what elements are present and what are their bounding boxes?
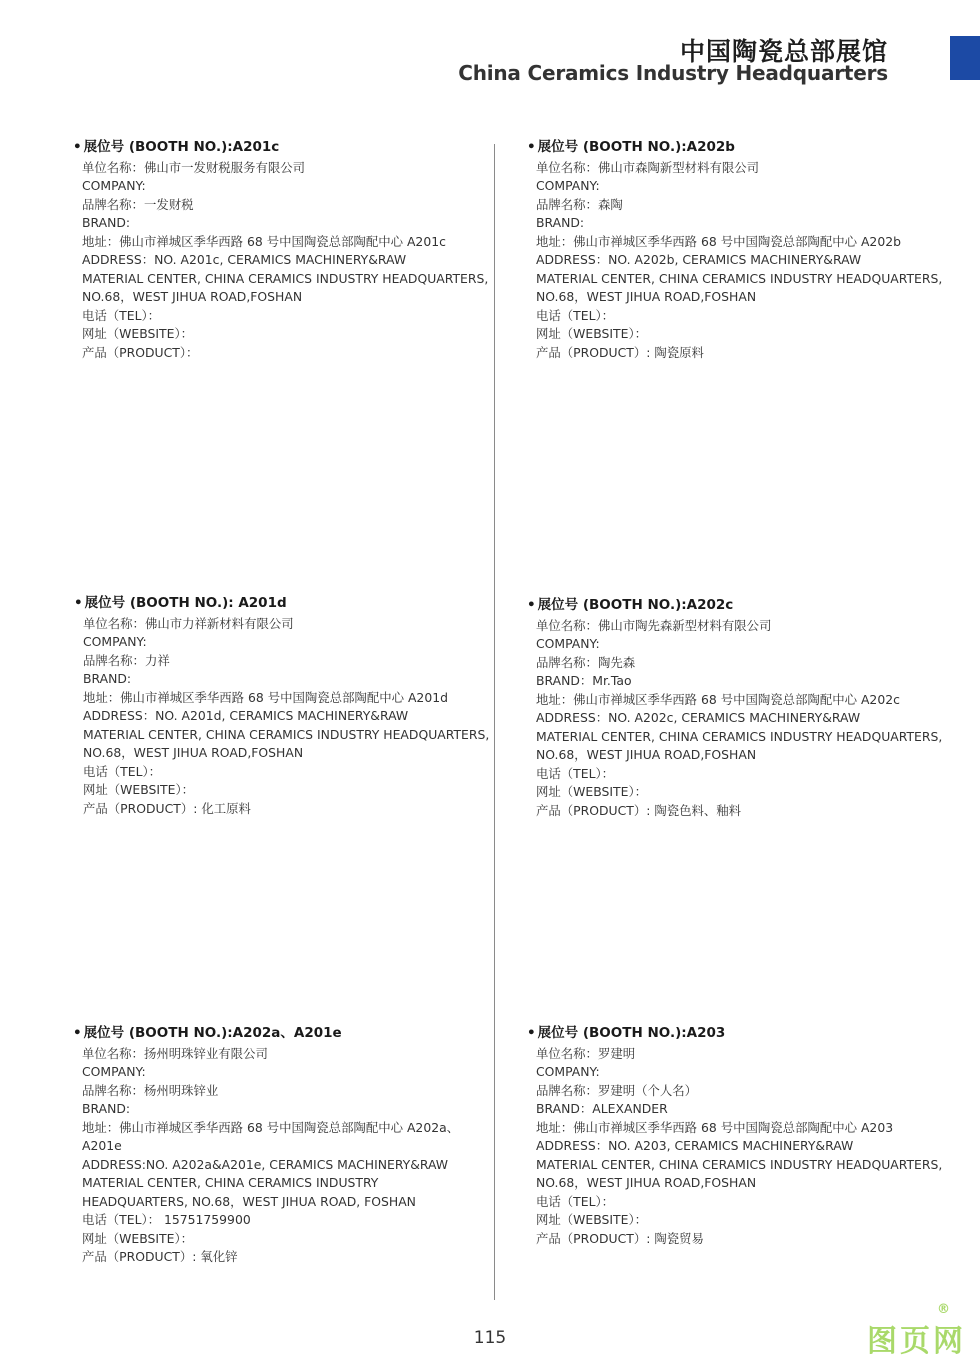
exhibitor-entry (73, 138, 489, 362)
brand-en: BRAND: (83, 671, 132, 686)
address-en-line: NO.68，WEST JIHUA ROAD,FOSHAN (536, 747, 757, 762)
section-title-en: China Ceramics Industry Headquarters (458, 61, 888, 85)
page-number: 115 (473, 1328, 507, 1348)
website: 网址（WEBSITE）： (536, 326, 648, 341)
company-cn: 单位名称：扬州明珠锌业有限公司 (82, 1045, 268, 1061)
company-cn: 单位名称：罗建明 (536, 1045, 636, 1061)
product: 产品（PRODUCT）: 化工原料 (83, 800, 251, 816)
section-tab-marker (950, 36, 980, 80)
company-cn: 单位名称：佛山市陶先森新型材料有限公司 (536, 617, 772, 633)
tel: 电话（TEL）： (536, 765, 615, 781)
website: 网址（WEBSITE）： (536, 1212, 648, 1227)
brand-cn: 品牌名称：罗建明（个人名） (536, 1082, 698, 1098)
bullet-icon: • (527, 597, 536, 613)
brand-en: BRAND：Mr.Tao (536, 673, 632, 688)
address-en-line: ADDRESS：NO. A201d, CERAMICS MACHINERY&RAW (83, 708, 409, 723)
product: 产品（PRODUCT）: 陶瓷色料、釉料 (536, 802, 742, 818)
address-cn-cont: A201e (82, 1138, 122, 1153)
company-cn: 单位名称：佛山市力祥新材料有限公司 (83, 615, 294, 631)
address-cn: 地址：佛山市禅城区季华西路 68 号中国陶瓷总部陶配中心 A203 (536, 1119, 894, 1135)
address-en-line: MATERIAL CENTER, CHINA CERAMICS INDUSTRY (82, 1175, 379, 1190)
bullet-icon: • (73, 1025, 82, 1041)
company-cn: 单位名称：佛山市森陶新型材料有限公司 (536, 159, 760, 175)
exhibitor-entry (527, 1024, 943, 1248)
address-en-line: HEADQUARTERS, NO.68，WEST JIHUA ROAD, FOSHAN (82, 1193, 416, 1209)
tel: 电话（TEL）： (536, 307, 615, 323)
brand-en: BRAND: (82, 1101, 131, 1116)
address-en-line: ADDRESS:NO. A202a&A201e, CERAMICS MACHINERY&RAW (82, 1156, 449, 1172)
bullet-icon: • (527, 1025, 536, 1041)
bullet-icon: • (73, 139, 82, 155)
product: 产品（PRODUCT）: 陶瓷原料 (536, 344, 704, 360)
bullet-icon: • (74, 595, 83, 611)
address-cn: 地址：佛山市禅城区季华西路 68 号中国陶瓷总部陶配中心 A201d (83, 689, 448, 705)
tel: 电话（TEL）： (82, 307, 161, 323)
company-en: COMPANY: (82, 178, 146, 193)
address-en-line: ADDRESS：NO. A201c, CERAMICS MACHINERY&RAW (82, 252, 407, 267)
brand-cn: 品牌名称：杨州明珠锌业 (82, 1082, 219, 1098)
bullet-icon: • (527, 139, 536, 155)
column-divider (494, 144, 495, 1300)
booth-number: • 展位号 (BOOTH NO.):A202c (527, 597, 734, 613)
brand-cn: 品牌名称：一发财税 (82, 196, 194, 212)
registered-mark: ® (937, 1302, 950, 1317)
address-en-line: NO.68，WEST JIHUA ROAD,FOSHAN (536, 1175, 757, 1190)
tel: 电话（TEL）： (536, 1193, 615, 1209)
address-cn: 地址：佛山市禅城区季华西路 68 号中国陶瓷总部陶配中心 A202a、 (82, 1119, 460, 1135)
product: 产品（PRODUCT）: 氧化锌 (82, 1249, 238, 1264)
brand-cn: 品牌名称：力祥 (83, 652, 170, 668)
address-cn: 地址：佛山市禅城区季华西路 68 号中国陶瓷总部陶配中心 A201c (82, 233, 446, 249)
brand-en: BRAND: (536, 215, 585, 230)
exhibitor-entry (527, 596, 943, 820)
company-en: COMPANY: (82, 1064, 146, 1079)
address-en-line: MATERIAL CENTER, CHINA CERAMICS INDUSTRY HEADQUARTERS, (536, 270, 943, 286)
booth-number: • 展位号 (BOOTH NO.): A201d (74, 595, 287, 611)
address-cn: 地址：佛山市禅城区季华西路 68 号中国陶瓷总部陶配中心 A202b (536, 233, 901, 249)
website: 网址（WEBSITE）： (82, 326, 194, 341)
address-en-line: ADDRESS：NO. A203, CERAMICS MACHINERY&RAW (536, 1138, 854, 1153)
company-en: COMPANY: (536, 1064, 600, 1079)
booth-number: • 展位号 (BOOTH NO.):A202b (527, 139, 735, 155)
company-cn: 单位名称：佛山市一发财税服务有限公司 (82, 159, 306, 175)
company-en: COMPANY: (536, 178, 600, 193)
watermark-logo: 图页网 ® (867, 1302, 966, 1359)
address-en-line: MATERIAL CENTER, CHINA CERAMICS INDUSTRY HEADQUARTERS, (536, 728, 943, 744)
website: 网址（WEBSITE）： (536, 784, 648, 799)
product: 产品（PRODUCT）: 陶瓷贸易 (536, 1230, 704, 1246)
brand-cn: 品牌名称：森陶 (536, 196, 623, 212)
address-en-line: NO.68，WEST JIHUA ROAD,FOSHAN (83, 745, 304, 760)
tel: 电话（TEL）： 15751759900 (82, 1212, 251, 1227)
website: 网址（WEBSITE）： (83, 782, 195, 797)
address-cn: 地址：佛山市禅城区季华西路 68 号中国陶瓷总部陶配中心 A202c (536, 691, 900, 707)
product: 产品（PRODUCT）： (82, 344, 199, 360)
website: 网址（WEBSITE）： (82, 1230, 194, 1246)
company-en: COMPANY: (83, 634, 147, 649)
address-en-line: NO.68，WEST JIHUA ROAD,FOSHAN (82, 289, 303, 304)
address-en-line: MATERIAL CENTER, CHINA CERAMICS INDUSTRY HEADQUARTERS, (83, 726, 490, 742)
brand-cn: 品牌名称：陶先森 (536, 654, 636, 670)
exhibitor-entry (73, 1024, 482, 1267)
brand-en: BRAND：ALEXANDER (536, 1101, 668, 1116)
brand-en: BRAND: (82, 215, 131, 230)
booth-number: • 展位号 (BOOTH NO.):A201c (73, 139, 280, 155)
booth-number: • 展位号 (BOOTH NO.):A203 (527, 1025, 726, 1041)
address-en-line: MATERIAL CENTER, CHINA CERAMICS INDUSTRY HEADQUARTERS, (82, 270, 489, 286)
booth-number: • 展位号 (BOOTH NO.):A202a、A201e (73, 1025, 342, 1041)
address-en-line: NO.68，WEST JIHUA ROAD,FOSHAN (536, 289, 757, 304)
company-en: COMPANY: (536, 636, 600, 651)
tel: 电话（TEL）： (83, 763, 162, 779)
address-en-line: ADDRESS：NO. A202c, CERAMICS MACHINERY&RAW (536, 710, 861, 725)
section-title-cn: 中国陶瓷总部展馆 (679, 37, 888, 66)
exhibitor-entry (74, 594, 490, 818)
address-en-line: MATERIAL CENTER, CHINA CERAMICS INDUSTRY HEADQUARTERS, (536, 1156, 943, 1172)
exhibitor-entry (527, 138, 943, 362)
address-en-line: ADDRESS：NO. A202b, CERAMICS MACHINERY&RAW (536, 252, 862, 267)
